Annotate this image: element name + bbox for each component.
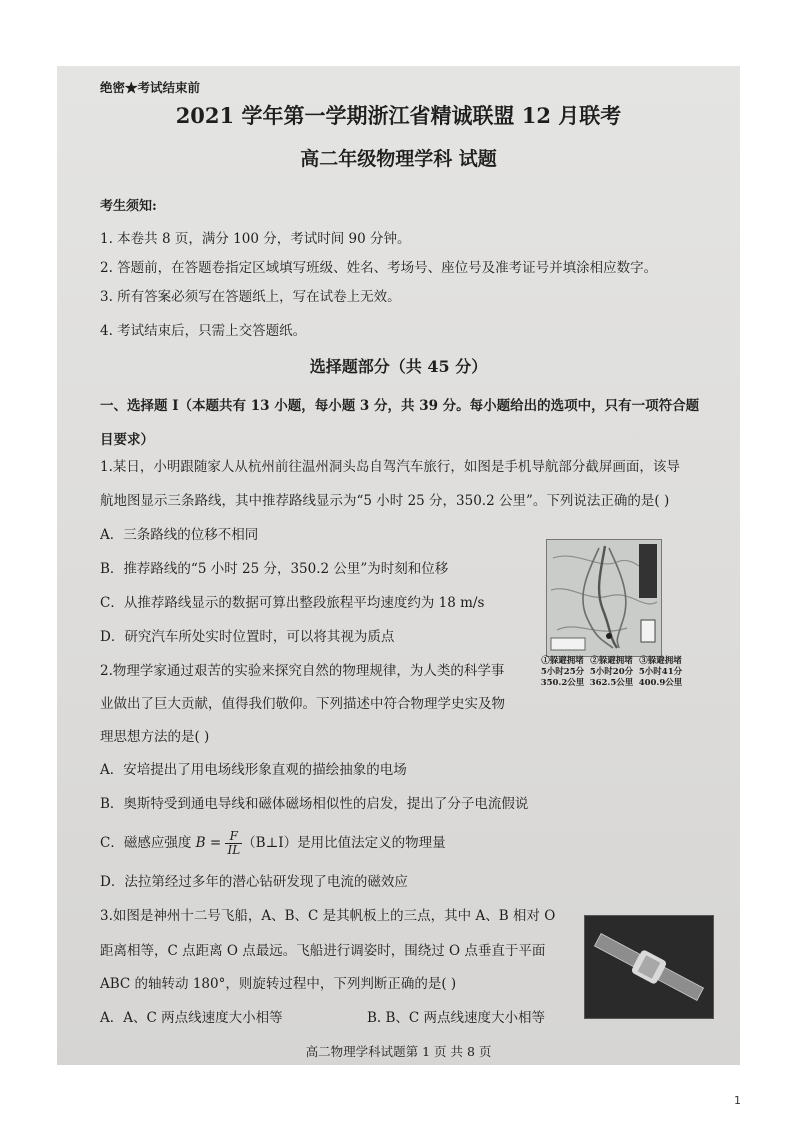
q2-option-c-suffix: 是用比值法定义的物理量 bbox=[297, 835, 446, 851]
q3-option-a: A．A、C 两点线速度大小相等 bbox=[100, 1010, 283, 1026]
route-1-distance: 350.2公里 bbox=[540, 678, 585, 688]
q3-stem-line2: 距离相等，C 点距离 O 点最远。飞船进行调姿时，围绕过 O 点垂直于平面 bbox=[100, 943, 546, 959]
q3-stem-line3: ABC 的轴转动 180°，则旋转过程中，下列判断正确的是( ) bbox=[100, 976, 457, 992]
page-number: 1 bbox=[734, 1094, 741, 1107]
part-instruction-line2: 目要求） bbox=[100, 432, 154, 448]
q2-option-c-prefix: C．磁感应强度 bbox=[100, 835, 196, 851]
route-2-name: ②躲避拥堵 bbox=[590, 656, 633, 666]
q3-stem-line1: 3.如图是神州十二号飞船，A、B、C 是其帆板上的三点，其中 A、B 相对 O bbox=[100, 908, 556, 924]
notice-item-4: 4. 考试结束后，只需上交答题纸。 bbox=[100, 323, 307, 339]
q2-option-c-condition: （B⊥I） bbox=[242, 835, 298, 851]
fraction-denominator: IL bbox=[227, 843, 241, 857]
part-instruction-line1: 一、选择题 I（本题共有 13 小题，每小题 3 分，共 39 分。每小题给出的选项中，只有一项符合题 bbox=[100, 398, 700, 414]
section-title: 选择题部分（共 45 分） bbox=[309, 357, 488, 376]
q1-stem-line2: 航地图显示三条路线，其中推荐路线显示为“5 小时 25 分，350.2 公里”。下列说法正确的是( ) bbox=[100, 493, 670, 509]
route-3 bbox=[636, 656, 685, 689]
q2-option-c-eq: = bbox=[205, 835, 226, 851]
notice-heading: 考生须知: bbox=[100, 199, 157, 214]
route-2-distance: 362.5公里 bbox=[589, 678, 634, 688]
navigation-map-image bbox=[546, 539, 662, 657]
spacecraft-image bbox=[584, 915, 714, 1019]
map-route-labels bbox=[538, 656, 688, 689]
route-1-name: ①躲避拥堵 bbox=[541, 656, 584, 666]
route-2-time: 5小时20分 bbox=[589, 667, 634, 677]
notice-item-3: 3. 所有答案必须写在答题纸上，写在试卷上无效。 bbox=[100, 289, 401, 305]
q2-stem-line1: 2.物理学家通过艰苦的实验来探究自然的物理规律，为人类的科学事 bbox=[100, 663, 505, 679]
fraction-numerator: F bbox=[225, 830, 242, 844]
exam-subtitle: 高二年级物理学科 试题 bbox=[300, 148, 497, 170]
page-footer: 高二物理学科试题第 1 页 共 8 页 bbox=[305, 1044, 492, 1059]
route-3-time: 5小时41分 bbox=[638, 667, 683, 677]
map-drawing bbox=[547, 540, 661, 656]
q2-option-c bbox=[100, 828, 446, 858]
q2-option-d: D．法拉第经过多年的潜心钻研发现了电流的磁效应 bbox=[100, 874, 408, 890]
notice-item-1: 1. 本卷共 8 页，满分 100 分，考试时间 90 分钟。 bbox=[100, 231, 411, 247]
q2-option-b: B．奥斯特受到通电导线和磁体磁场相似性的启发，提出了分子电流假说 bbox=[100, 796, 529, 812]
spacecraft-drawing bbox=[585, 916, 713, 1018]
route-2 bbox=[587, 656, 636, 689]
exam-title: 2021 学年第一学期浙江省精诚联盟 12 月联考 bbox=[175, 103, 622, 128]
q1-option-d: D．研究汽车所处实时位置时，可以将其视为质点 bbox=[100, 629, 395, 645]
q1-option-c: C．从推荐路线显示的数据可算出整段旅程平均速度约为 18 m/s bbox=[100, 595, 485, 611]
q2-stem-line2: 业做出了巨大贡献，值得我们敬仰。下列描述中符合物理学史实及物 bbox=[100, 696, 505, 712]
formula-fraction bbox=[225, 830, 242, 857]
route-1 bbox=[538, 656, 587, 689]
route-3-name: ③躲避拥堵 bbox=[639, 656, 682, 666]
q2-option-a: A．安培提出了用电场线形象直观的描绘抽象的电场 bbox=[100, 762, 407, 778]
q1-option-a: A．三条路线的位移不相同 bbox=[100, 527, 259, 543]
secret-mark: 绝密★考试结束前 bbox=[100, 80, 201, 95]
route-1-time: 5小时25分 bbox=[540, 667, 585, 677]
q2-option-c-var: B bbox=[195, 835, 206, 851]
notice-item-2: 2. 答题前，在答题卷指定区域填写班级、姓名、考场号、座位号及准考证号并填涂相应数字。 bbox=[100, 260, 658, 276]
route-3-distance: 400.9公里 bbox=[638, 678, 683, 688]
scanned-exam-page bbox=[57, 66, 740, 1065]
q3-option-b: B. B、C 两点线速度大小相等 bbox=[367, 1010, 546, 1026]
q1-option-b: B．推荐路线的“5 小时 25 分，350.2 公里”为时刻和位移 bbox=[100, 561, 449, 577]
q1-stem-line1: 1.某日，小明跟随家人从杭州前往温州洞头岛自驾汽车旅行，如图是手机导航部分截屏画面，该导 bbox=[100, 459, 680, 475]
q2-stem-line3: 理思想方法的是( ) bbox=[100, 729, 210, 745]
